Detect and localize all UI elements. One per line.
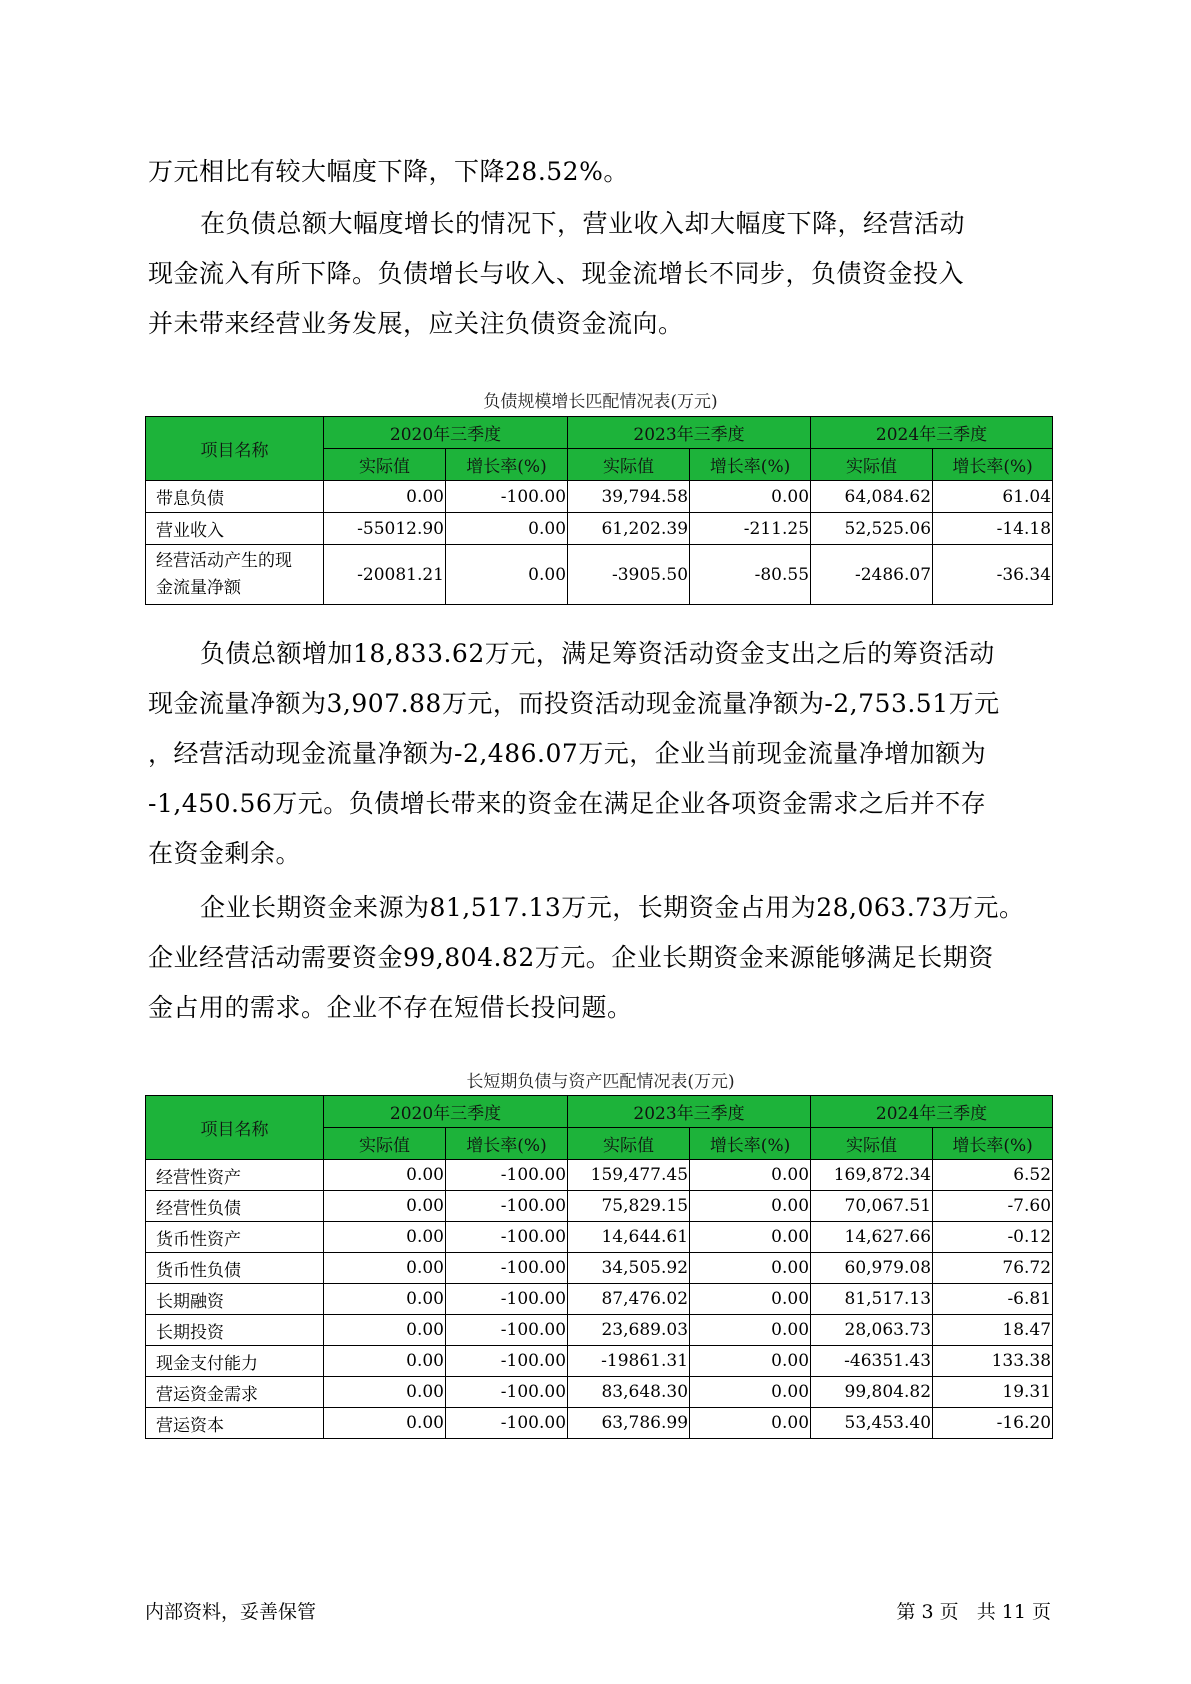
cell: -211.25 (690, 513, 811, 545)
cell: 60,979.08 (811, 1253, 933, 1284)
header-actual: 实际值 (324, 449, 446, 481)
cell: 87,476.02 (568, 1284, 690, 1315)
cell: 0.00 (690, 1377, 811, 1408)
header-item-name: 项目名称 (146, 1096, 324, 1160)
cell: 18.47 (933, 1315, 1053, 1346)
cell: -3905.50 (568, 545, 690, 605)
cell: 34,505.92 (568, 1253, 690, 1284)
header-period: 2024年三季度 (811, 1096, 1053, 1128)
cell: -55012.90 (324, 513, 446, 545)
cell: 0.00 (690, 481, 811, 513)
cell: -100.00 (446, 1160, 568, 1191)
cell: 133.38 (933, 1346, 1053, 1377)
cell: 0.00 (690, 1284, 811, 1315)
cell: -19861.31 (568, 1346, 690, 1377)
cell: 14,627.66 (811, 1222, 933, 1253)
row-label (146, 545, 324, 605)
header-actual: 实际值 (324, 1128, 446, 1160)
cell: 0.00 (446, 513, 568, 545)
cell: 63,786.99 (568, 1408, 690, 1439)
table-row (146, 1408, 1053, 1439)
cell: 0.00 (324, 1284, 446, 1315)
cell: -36.34 (933, 545, 1053, 605)
cell: -46351.43 (811, 1346, 933, 1377)
text-line: 现金流入有所下降。负债增长与收入、现金流增长不同步，负债资金投入 (148, 259, 965, 288)
table-row (146, 1377, 1053, 1408)
header-period: 2024年三季度 (811, 417, 1053, 449)
row-label: 营运资本 (146, 1408, 324, 1439)
cell: 61.04 (933, 481, 1053, 513)
header-actual: 实际值 (568, 1128, 690, 1160)
cell: 76.72 (933, 1253, 1053, 1284)
row-label-line: 经营活动产生的现 (156, 550, 292, 571)
table-long-short-match (145, 1095, 1053, 1439)
cell: 39,794.58 (568, 481, 690, 513)
header-period: 2020年三季度 (324, 417, 568, 449)
cell: 64,084.62 (811, 481, 933, 513)
cell: 6.52 (933, 1160, 1053, 1191)
cell: 0.00 (324, 1253, 446, 1284)
header-period: 2023年三季度 (568, 1096, 811, 1128)
row-label-line: 金流量净额 (156, 577, 241, 598)
header-growth: 增长率(%) (933, 1128, 1053, 1160)
cell: 99,804.82 (811, 1377, 933, 1408)
table-row (146, 1191, 1053, 1222)
cell: 0.00 (690, 1222, 811, 1253)
header-growth: 增长率(%) (690, 449, 811, 481)
paragraph-3 (148, 629, 1053, 879)
table-row (146, 1315, 1053, 1346)
header-actual: 实际值 (568, 449, 690, 481)
header-item-name: 项目名称 (146, 417, 324, 481)
cell: 0.00 (324, 1346, 446, 1377)
cell: 83,648.30 (568, 1377, 690, 1408)
cell: 28,063.73 (811, 1315, 933, 1346)
table-row (146, 1284, 1053, 1315)
text-line: 并未带来经营业务发展，应关注负债资金流向。 (148, 309, 684, 338)
table-row (146, 1346, 1053, 1377)
cell: -100.00 (446, 1408, 568, 1439)
cell: -100.00 (446, 481, 568, 513)
text-line: 在负债总额大幅度增长的情况下，营业收入却大幅度下降，经营活动 (200, 209, 966, 238)
footer-confidential: 内部资料，妥善保管 (145, 1601, 317, 1623)
cell: 23,689.03 (568, 1315, 690, 1346)
row-label: 经营性负债 (146, 1191, 324, 1222)
row-label: 长期融资 (146, 1284, 324, 1315)
cell: 0.00 (324, 1377, 446, 1408)
row-label: 营业收入 (146, 513, 324, 545)
paragraph-4 (148, 883, 1053, 1033)
header-growth: 增长率(%) (446, 449, 568, 481)
cell: 159,477.45 (568, 1160, 690, 1191)
text-line: 负债总额增加18,833.62万元，满足筹资活动资金支出之后的筹资活动 (200, 639, 995, 668)
cell: 0.00 (690, 1315, 811, 1346)
header-period: 2023年三季度 (568, 417, 811, 449)
cell: 0.00 (690, 1191, 811, 1222)
cell: 14,644.61 (568, 1222, 690, 1253)
row-label: 经营性资产 (146, 1160, 324, 1191)
cell: 70,067.51 (811, 1191, 933, 1222)
cell: -100.00 (446, 1377, 568, 1408)
paragraph-2 (148, 199, 1053, 349)
table-row (146, 1253, 1053, 1284)
cell: -16.20 (933, 1408, 1053, 1439)
cell: -100.00 (446, 1253, 568, 1284)
cell: -0.12 (933, 1222, 1053, 1253)
cell: 0.00 (324, 1160, 446, 1191)
row-label: 货币性资产 (146, 1222, 324, 1253)
row-label: 营运资金需求 (146, 1377, 324, 1408)
cell: -20081.21 (324, 545, 446, 605)
footer-page-number: 第 3 页 共 11 页 (896, 1601, 1051, 1623)
row-label: 货币性负债 (146, 1253, 324, 1284)
text-line: -1,450.56万元。负债增长带来的资金在满足企业各项资金需求之后并不存 (148, 789, 987, 818)
table-liability-growth (145, 416, 1053, 605)
text-line: 企业经营活动需要资金99,804.82万元。企业长期资金来源能够满足长期资 (148, 943, 994, 972)
cell: 19.31 (933, 1377, 1053, 1408)
table-row (146, 481, 1053, 513)
cell: 0.00 (690, 1408, 811, 1439)
text-line: 在资金剩余。 (148, 839, 302, 868)
cell: -100.00 (446, 1346, 568, 1377)
cell: -100.00 (446, 1284, 568, 1315)
cell: 0.00 (324, 481, 446, 513)
text-line: ，经营活动现金流量净额为-2,486.07万元，企业当前现金流量净增加额为 (148, 739, 987, 768)
cell: 75,829.15 (568, 1191, 690, 1222)
cell: 52,525.06 (811, 513, 933, 545)
table-row (146, 1222, 1053, 1253)
cell: 81,517.13 (811, 1284, 933, 1315)
header-actual: 实际值 (811, 1128, 933, 1160)
cell: 61,202.39 (568, 513, 690, 545)
cell: 0.00 (690, 1346, 811, 1377)
table-1-caption: 负债规模增长匹配情况表(万元) (483, 392, 718, 412)
table-row (146, 545, 1053, 605)
header-growth: 增长率(%) (933, 449, 1053, 481)
cell: 0.00 (446, 545, 568, 605)
text-line: 现金流量净额为3,907.88万元，而投资活动现金流量净额为-2,753.51万元 (148, 689, 1000, 718)
cell: -7.60 (933, 1191, 1053, 1222)
header-period: 2020年三季度 (324, 1096, 568, 1128)
cell: -80.55 (690, 545, 811, 605)
table-2-caption: 长短期负债与资产匹配情况表(万元) (466, 1072, 735, 1092)
cell: 0.00 (690, 1160, 811, 1191)
cell: 0.00 (324, 1191, 446, 1222)
cell: 53,453.40 (811, 1408, 933, 1439)
cell: -14.18 (933, 513, 1053, 545)
row-label: 现金支付能力 (146, 1346, 324, 1377)
header-growth: 增长率(%) (690, 1128, 811, 1160)
row-label: 长期投资 (146, 1315, 324, 1346)
cell: -100.00 (446, 1191, 568, 1222)
cell: 0.00 (324, 1315, 446, 1346)
cell: 0.00 (690, 1253, 811, 1284)
cell: 0.00 (324, 1408, 446, 1439)
cell: -6.81 (933, 1284, 1053, 1315)
cell: -2486.07 (811, 545, 933, 605)
text-line: 万元相比有较大幅度下降，下降28.52%。 (148, 157, 629, 186)
cell: 169,872.34 (811, 1160, 933, 1191)
header-growth: 增长率(%) (446, 1128, 568, 1160)
cell: 0.00 (324, 1222, 446, 1253)
paragraph-1 (148, 147, 1053, 197)
cell: -100.00 (446, 1315, 568, 1346)
table-row (146, 1160, 1053, 1191)
cell: -100.00 (446, 1222, 568, 1253)
header-actual: 实际值 (811, 449, 933, 481)
table-row (146, 513, 1053, 545)
text-line: 企业长期资金来源为81,517.13万元，长期资金占用为28,063.73万元。 (200, 893, 1025, 922)
text-line: 金占用的需求。企业不存在短借长投问题。 (148, 993, 633, 1022)
row-label: 带息负债 (146, 481, 324, 513)
